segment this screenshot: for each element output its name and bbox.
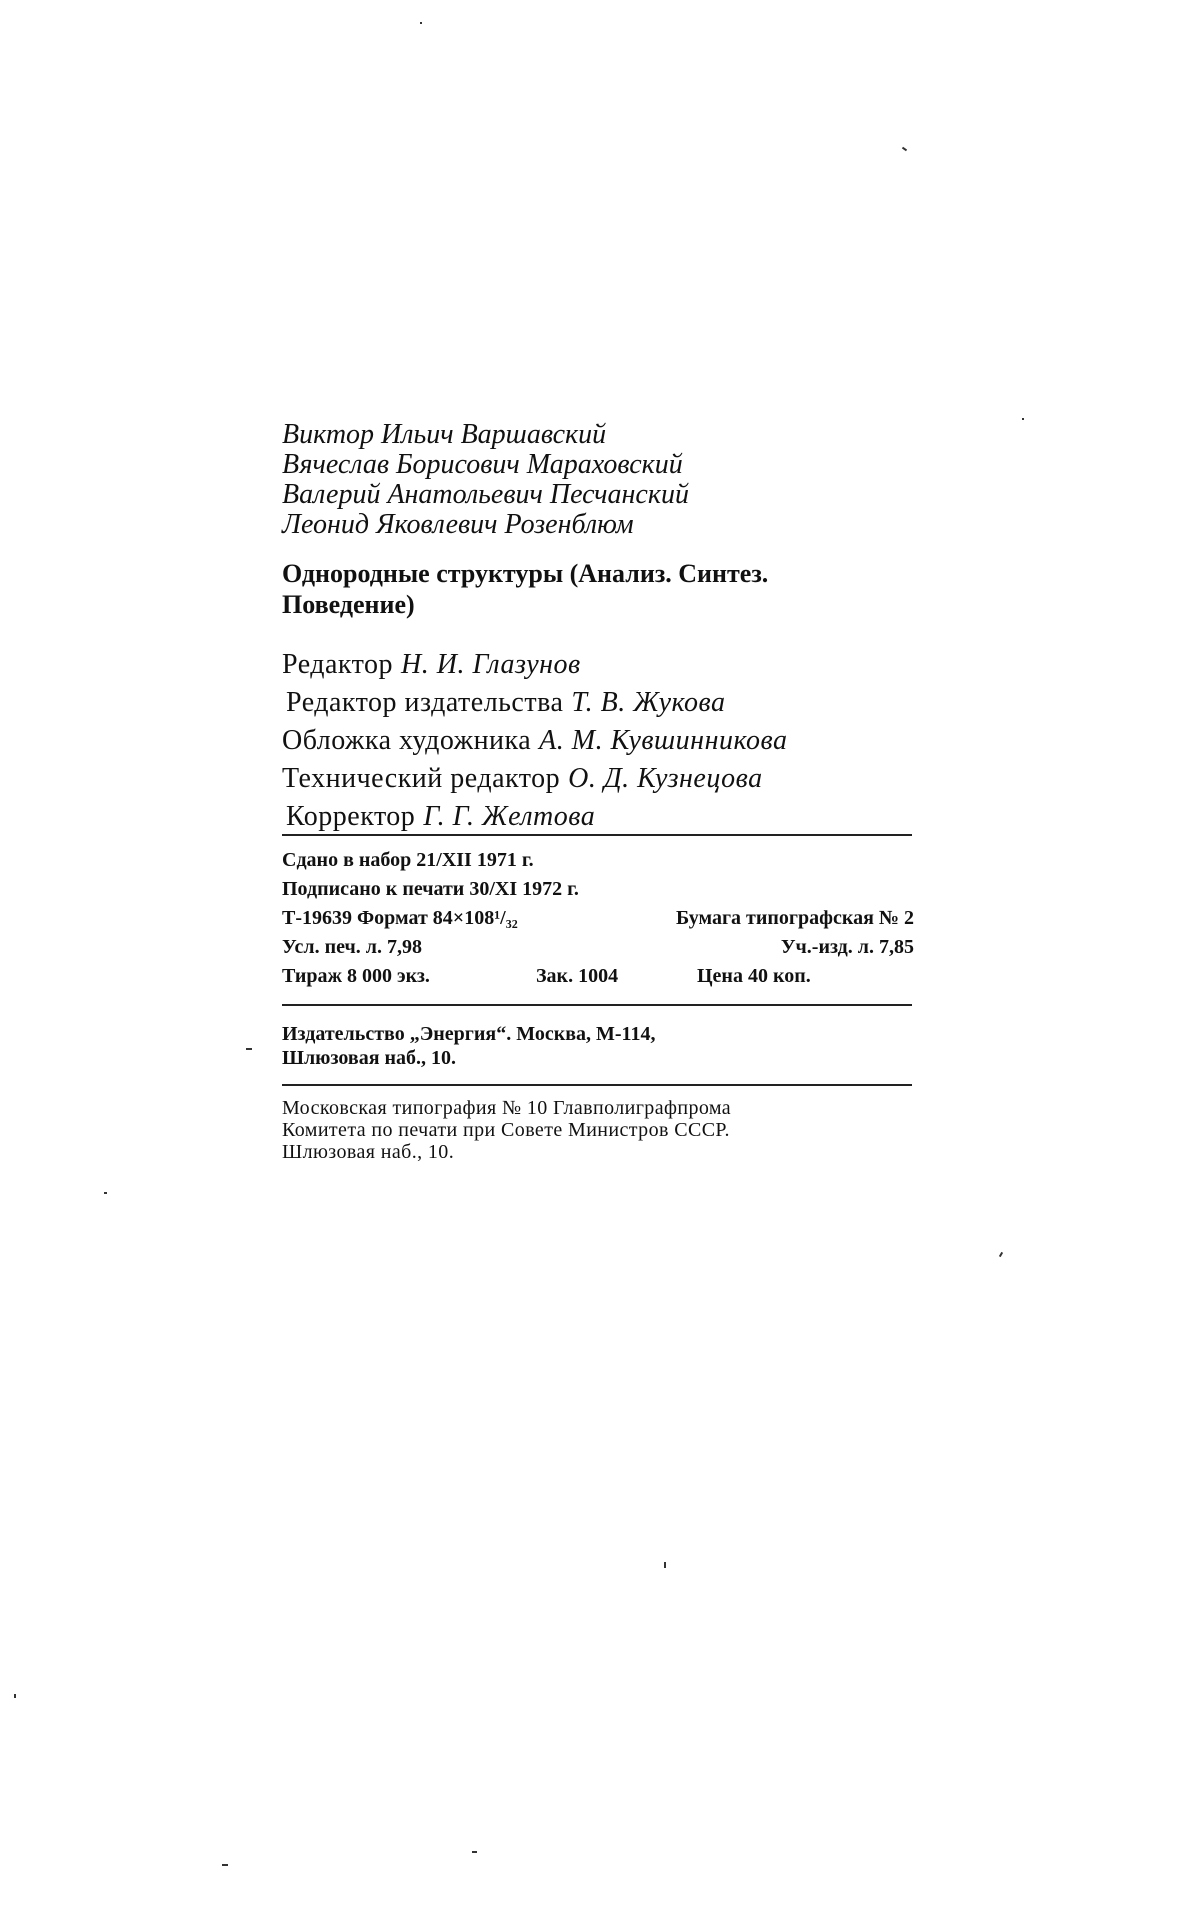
scan-speck [420, 22, 422, 24]
scan-speck [14, 1694, 16, 1698]
print-sheets: Усл. печ. л. 7,98 [282, 936, 423, 958]
publishing-sheets: Уч.-изд. л. 7,85 [780, 936, 914, 958]
divider [282, 1084, 912, 1086]
divider [282, 834, 912, 836]
scan-speck [246, 1048, 252, 1050]
credit-role: Обложка художника [282, 725, 532, 756]
credit-role: Корректор [286, 801, 416, 832]
printer-info [282, 1097, 914, 1163]
divider [282, 1004, 912, 1006]
paper-type: Бумага типографская № 2 [676, 907, 914, 929]
credits-list [282, 646, 922, 836]
credit-technical-editor [282, 760, 922, 798]
book-title: Однородные структуры (Анализ. Синтез. Поведение) [282, 559, 769, 619]
credit-person: Т. В. Жукова [571, 687, 726, 718]
scan-speck [104, 1192, 107, 1194]
printer-line: Московская типография № 10 Главполиграфпрома [282, 1097, 732, 1119]
credit-person: О. Д. Кузнецова [568, 763, 763, 794]
print-run: Тираж 8 000 экз. [282, 965, 430, 987]
order-number: Зак. 1004 [536, 965, 619, 987]
author-list [282, 420, 922, 540]
printer-line: Комитета по печати при Совете Министров СССР. [282, 1119, 730, 1141]
publisher-info [282, 1022, 922, 1070]
credit-role: Технический редактор [282, 763, 561, 794]
credit-role: Редактор [282, 649, 394, 680]
format-value: Т-19639 Формат 84×108¹/₃₂ [282, 907, 518, 929]
author-name: Валерий Анатольевич Песчанский [282, 479, 689, 510]
print-details [282, 846, 914, 991]
scan-speck [999, 1252, 1003, 1257]
credit-person: Г. Г. Желтова [423, 801, 596, 832]
credit-editor [282, 646, 922, 684]
price: Цена 40 коп. [697, 965, 811, 987]
typeset-date: Сдано в набор 21/XII 1971 г. [282, 849, 534, 871]
scan-speck [902, 147, 907, 152]
scan-speck [1022, 418, 1024, 420]
credit-publishing-editor [282, 684, 922, 722]
scan-speck [664, 1562, 666, 1568]
run-line [282, 962, 914, 991]
author-name: Вячеслав Борисович Мараховский [282, 449, 683, 480]
signed-date: Подписано к печати 30/XI 1972 г. [282, 878, 579, 900]
printer-line: Шлюзовая наб., 10. [282, 1141, 455, 1163]
sheets-line [282, 933, 914, 962]
credit-cover-artist [282, 722, 922, 760]
format-line [282, 904, 914, 933]
credit-proofreader [282, 798, 922, 836]
publisher-name: Издательство „Энергия“. Москва, М-114, [282, 1023, 656, 1045]
scan-speck [222, 1864, 228, 1866]
publisher-address: Шлюзовая наб., 10. [282, 1047, 457, 1069]
author-name: Виктор Ильич Варшавский [282, 419, 607, 450]
credit-role: Редактор издательства [286, 687, 564, 718]
credit-person: Н. И. Глазунов [401, 649, 581, 680]
credit-person: А. М. Кувшинникова [539, 725, 788, 756]
scan-speck [472, 1851, 477, 1853]
author-name: Леонид Яковлевич Розенблюм [282, 509, 634, 540]
